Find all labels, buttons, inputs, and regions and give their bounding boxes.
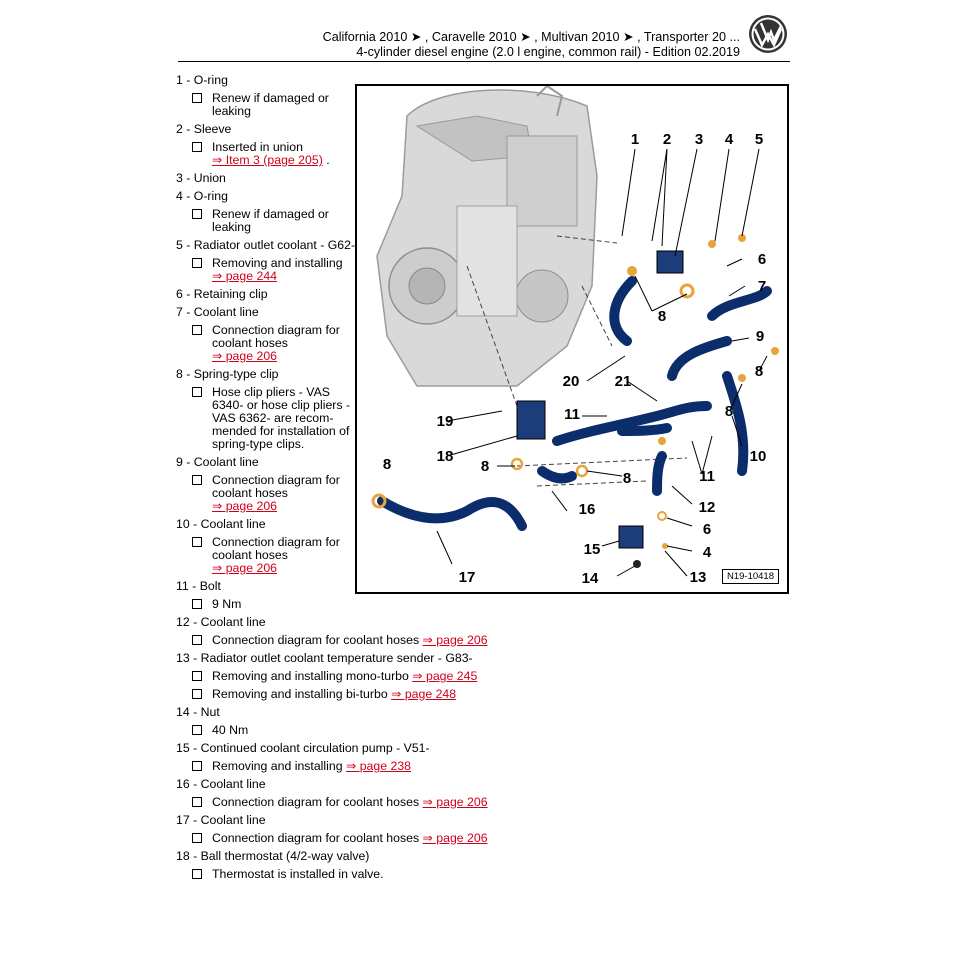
callout-number: 5: [754, 131, 764, 148]
note-text: Connection diagram for coolant hoses: [212, 795, 423, 809]
checkbox-bullet-icon: [192, 635, 202, 645]
page-header: [170, 16, 790, 64]
list-item-title: 5 - Radiator outlet coolant - G62-: [176, 238, 356, 252]
callout-number: 10: [749, 448, 767, 465]
page-reference-link[interactable]: ⇒ page 206: [212, 561, 278, 575]
list-item-title: 8 - Spring-type clip: [176, 367, 279, 381]
callout-number: 13: [689, 569, 707, 586]
list-item-note: [176, 688, 776, 701]
list-item-title: 11 - Bolt: [176, 579, 221, 593]
list-item-note: [176, 760, 776, 773]
note-text: Thermostat is installed in valve.: [212, 867, 384, 881]
diagram-drawing: [357, 86, 787, 592]
list-item-title: 6 - Retaining clip: [176, 287, 268, 301]
list-item-note: [176, 868, 776, 881]
list-item-note: [176, 386, 352, 451]
checkbox-bullet-icon: [192, 537, 202, 547]
page-reference-link[interactable]: ⇒ page 206: [422, 831, 488, 845]
callout-number: 14: [581, 570, 599, 587]
checkbox-bullet-icon: [192, 475, 202, 485]
list-item: [176, 814, 776, 845]
note-text: 40 Nm: [212, 723, 249, 737]
list-item: [176, 778, 776, 809]
callout-number: 4: [702, 544, 712, 561]
note-text: Connection diagram for coolant hoses: [212, 323, 340, 350]
list-item-note: [176, 634, 776, 647]
list-item-note: [176, 324, 352, 363]
callout-number: 18: [436, 448, 454, 465]
page-reference-link[interactable]: ⇒ page 206: [212, 349, 278, 363]
list-item-title: 7 - Coolant line: [176, 305, 259, 319]
page-reference-link[interactable]: ⇒ page 238: [345, 759, 411, 773]
list-item-title: 12 - Coolant line: [176, 615, 266, 629]
list-item-note: [176, 474, 352, 513]
note-text: 9 Nm: [212, 597, 242, 611]
callout-number: 6: [702, 521, 712, 538]
callout-number: 17: [458, 569, 476, 586]
checkbox-bullet-icon: [192, 833, 202, 843]
note-text: Connection diagram for coolant hoses: [212, 633, 423, 647]
list-item-title: 3 - Union: [176, 171, 226, 185]
list-item-title: 17 - Coolant line: [176, 813, 266, 827]
note-text: Inserted in union: [212, 140, 303, 154]
list-item: [176, 706, 776, 737]
list-item: [176, 652, 776, 701]
list-item-note: [176, 724, 776, 737]
page-reference-link[interactable]: ⇒ page 206: [422, 795, 488, 809]
checkbox-bullet-icon: [192, 325, 202, 335]
checkbox-bullet-icon: [192, 689, 202, 699]
list-item-note: [176, 832, 776, 845]
callout-number: 8: [622, 470, 632, 487]
figure-id: N19-10418: [722, 569, 779, 584]
list-item-title: 10 - Coolant line: [176, 517, 266, 531]
list-item-title: 2 - Sleeve: [176, 122, 232, 136]
checkbox-bullet-icon: [192, 387, 202, 397]
list-item-title: 18 - Ball thermostat (4/2-way valve): [176, 849, 370, 863]
note-text: Removing and installing: [212, 256, 343, 270]
callout-number: 8: [657, 308, 667, 325]
checkbox-bullet-icon: [192, 142, 202, 152]
note-text: Renew if damaged or leaking: [212, 207, 329, 234]
callout-number: 4: [724, 131, 734, 148]
note-text: Removing and installing mono-turbo: [212, 669, 413, 683]
page-reference-link[interactable]: ⇒ page 245: [412, 669, 478, 683]
callout-number: 11: [699, 468, 715, 485]
list-item-note: [176, 598, 776, 611]
page-reference-link[interactable]: ⇒ page 244: [212, 269, 278, 283]
callout-number: 8: [724, 403, 734, 420]
note-text: Connection diagram for coolant hoses: [212, 473, 340, 500]
list-item: [176, 616, 776, 647]
checkbox-bullet-icon: [192, 671, 202, 681]
list-item-note: [176, 796, 776, 809]
callout-number: 21: [614, 373, 632, 390]
header-divider: [178, 61, 790, 62]
callout-number: 7: [757, 278, 767, 295]
list-item-title: 4 - O-ring: [176, 189, 228, 203]
note-text: Renew if damaged or leaking: [212, 91, 329, 118]
callout-number: 8: [480, 458, 490, 475]
callout-number: 6: [757, 251, 767, 268]
list-item-note: [176, 670, 776, 683]
note-text: Hose clip pliers - VAS 6340- or hose clip pliers - VAS 6362- are recom-mended for installation of spring-type clips.: [212, 385, 351, 451]
callout-number: 8: [754, 363, 764, 380]
checkbox-bullet-icon: [192, 761, 202, 771]
checkbox-bullet-icon: [192, 209, 202, 219]
list-item: [176, 742, 776, 773]
callout-number: 1: [630, 131, 640, 148]
header-vehicle-models: California 2010 ➤ , Caravelle 2010 ➤ , Multivan 2010 ➤ , Transporter 20 ...: [322, 30, 740, 44]
list-item: [176, 850, 776, 881]
list-item-title: 1 - O-ring: [176, 73, 228, 87]
header-engine-edition: 4-cylinder diesel engine (2.0 l engine, common rail) - Edition 02.2019: [356, 45, 740, 59]
vw-logo-icon: [748, 14, 788, 54]
callout-number: 15: [583, 541, 601, 558]
list-item-title: 14 - Nut: [176, 705, 220, 719]
list-item-title: 16 - Coolant line: [176, 777, 266, 791]
note-text: Connection diagram for coolant hoses: [212, 535, 340, 562]
checkbox-bullet-icon: [192, 797, 202, 807]
callout-number: 20: [562, 373, 580, 390]
list-item-note: [176, 536, 352, 575]
list-item-note: [176, 257, 352, 283]
callout-number: 12: [698, 499, 716, 516]
checkbox-bullet-icon: [192, 599, 202, 609]
list-item-note: [176, 208, 352, 234]
list-item-title: 13 - Radiator outlet coolant temperature sender - G83-: [176, 651, 473, 665]
page-reference-link[interactable]: ⇒ page 206: [212, 499, 278, 513]
callout-number: 2: [662, 131, 672, 148]
note-text: Removing and installing bi-turbo: [212, 687, 392, 701]
checkbox-bullet-icon: [192, 869, 202, 879]
note-suffix: .: [322, 153, 330, 167]
checkbox-bullet-icon: [192, 258, 202, 268]
note-text: Removing and installing: [212, 759, 346, 773]
callout-number: 8: [382, 456, 392, 473]
checkbox-bullet-icon: [192, 93, 202, 103]
callout-number: 11: [564, 406, 580, 423]
page-reference-link[interactable]: ⇒ Item 3 (page 205): [212, 153, 323, 167]
checkbox-bullet-icon: [192, 725, 202, 735]
callout-number: 19: [436, 413, 454, 430]
list-item-note: [176, 141, 352, 167]
page-reference-link[interactable]: ⇒ page 206: [422, 633, 488, 647]
list-item-title: 15 - Continued coolant circulation pump - V51-: [176, 741, 430, 755]
page-reference-link[interactable]: ⇒ page 248: [391, 687, 457, 701]
callout-number: 9: [755, 328, 765, 345]
list-item-note: [176, 92, 352, 118]
callout-number: 3: [694, 131, 704, 148]
list-item-title: 9 - Coolant line: [176, 455, 259, 469]
callout-number: 16: [578, 501, 596, 518]
exploded-diagram: [355, 84, 789, 594]
note-text: Connection diagram for coolant hoses: [212, 831, 423, 845]
engine-block-illustration: [377, 86, 597, 386]
